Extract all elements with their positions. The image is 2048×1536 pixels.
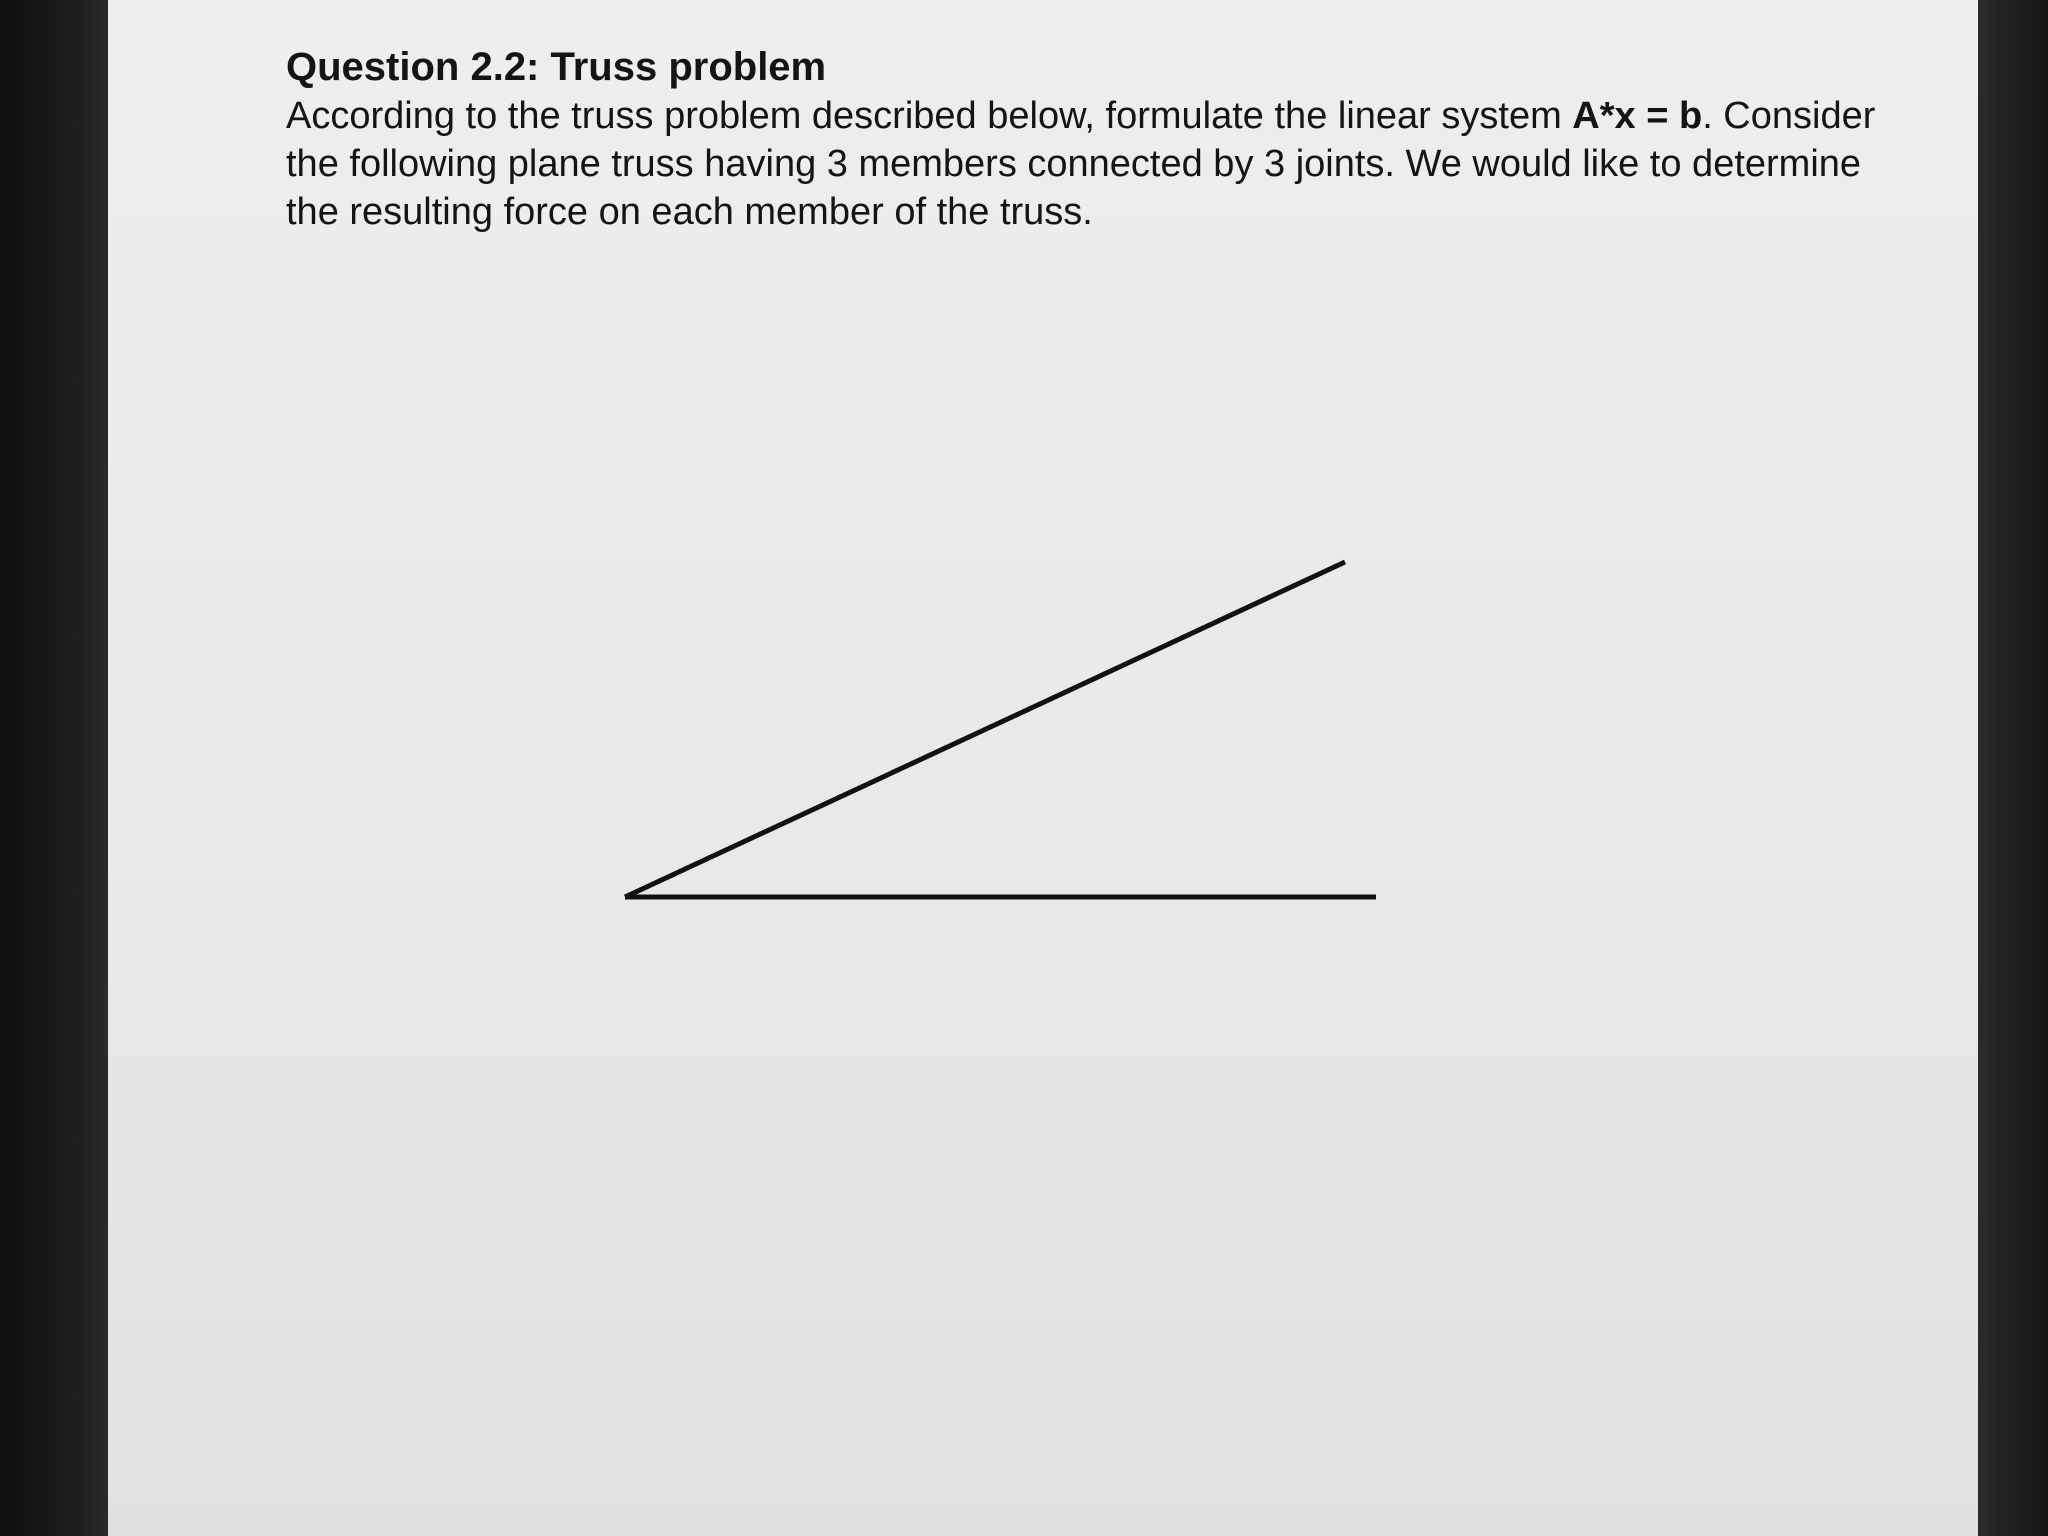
question-intro [286,92,1906,236]
question-title: Question 2.2: Truss problem [286,45,827,89]
member-f1 [625,562,1345,897]
intro-text-b: . Consider the following plane truss having 3 members connected by 3 joints. We would like to determine the resulting force on each member of the truss. [286,95,1876,233]
member-f3-guide [1345,562,1376,897]
question-document [286,42,1906,236]
document-screen [108,0,1978,1536]
monitor-bezel-right [1978,0,2048,1536]
member-f3-guide3 [1345,562,1548,897]
monitor-bezel-left [0,0,108,1536]
truss-svg [286,372,1386,1072]
intro-equation: A*x = b [1572,95,1703,137]
truss-diagram [286,372,1386,1072]
member-f3-guide2 [1345,562,1376,897]
intro-text-a: According to the truss problem described below, formulate the linear system [286,95,1573,137]
